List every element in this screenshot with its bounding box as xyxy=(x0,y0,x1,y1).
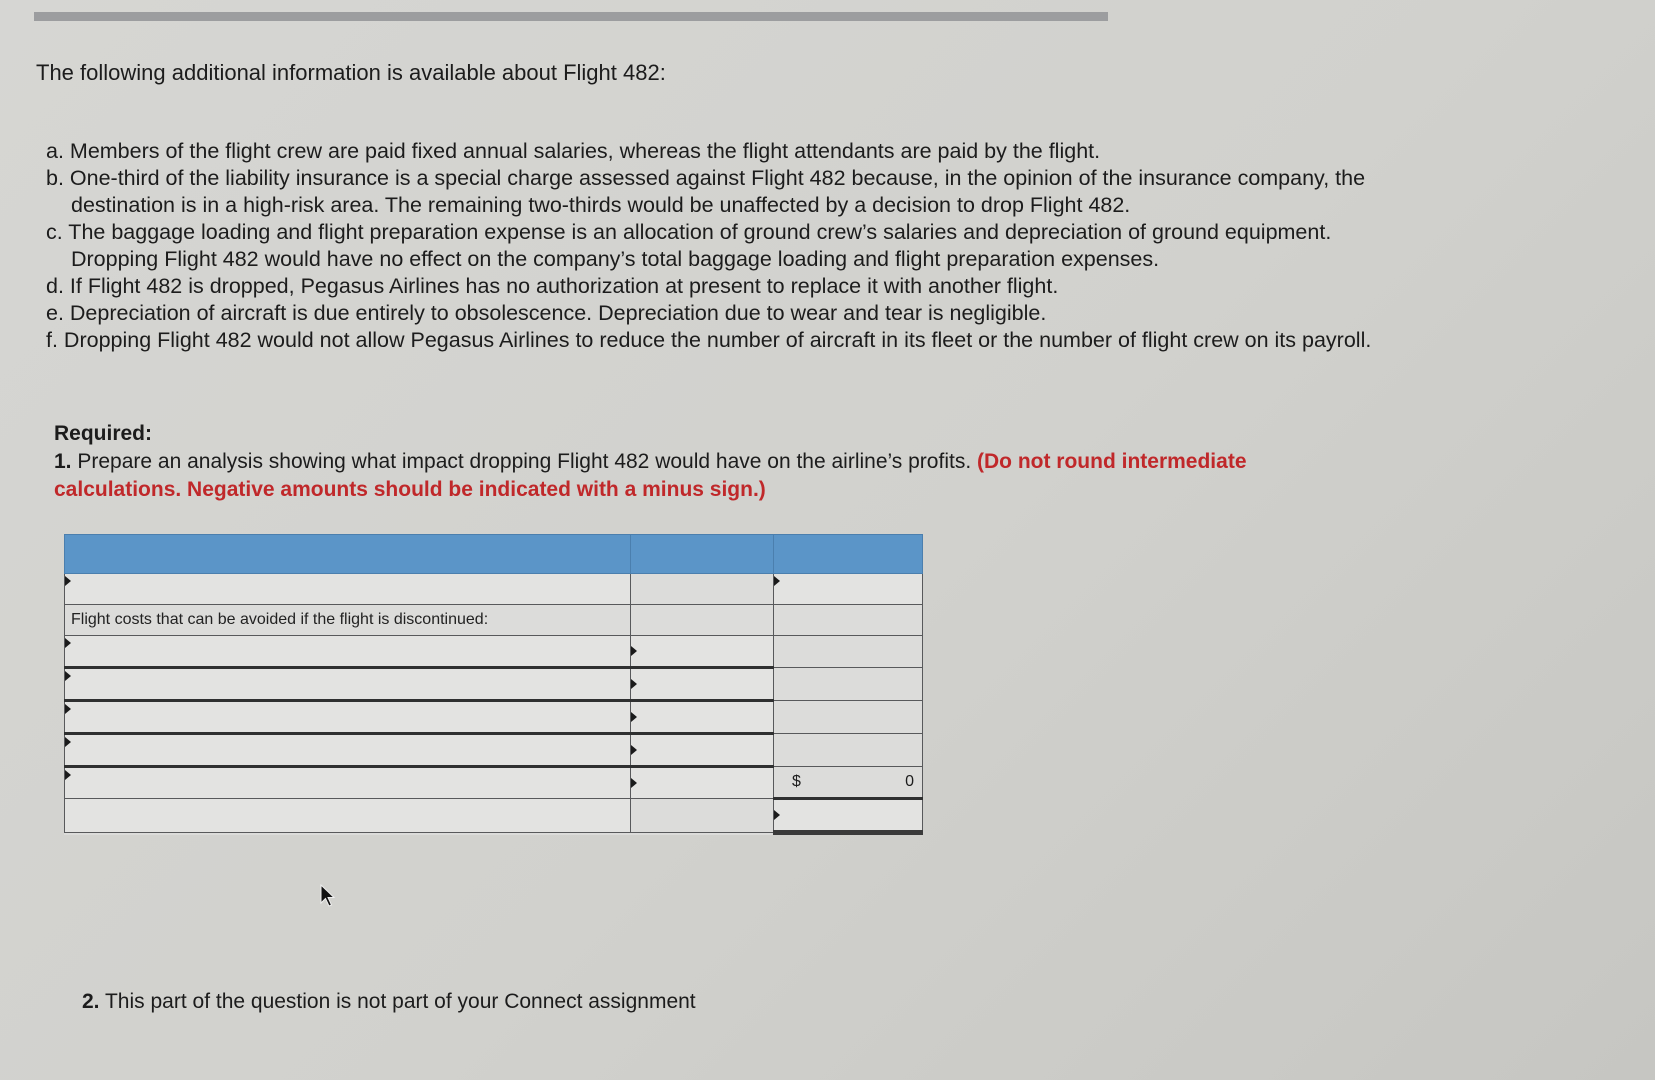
required-section xyxy=(54,420,1247,504)
cost-2-amount-input[interactable] xyxy=(631,668,774,701)
info-item-e: e. Depreciation of aircraft is due entirely to obsolescence. Depreciation due to wear and tear is negligible. xyxy=(46,301,1047,325)
avoidable-costs-total xyxy=(774,767,923,799)
cost-4-total-cell xyxy=(774,734,923,767)
row-1-amount-cell xyxy=(631,574,774,605)
question-1-note-part2: calculations. Negative amounts should be indicated with a minus sign.) xyxy=(54,478,766,501)
table-header-row xyxy=(65,535,923,574)
additional-info-list xyxy=(46,138,1451,354)
row-2-total-cell xyxy=(774,605,923,636)
total-currency-symbol: $ xyxy=(792,773,801,790)
top-divider xyxy=(34,12,1108,21)
cost-3-total-cell xyxy=(774,701,923,734)
cost-2-description-input[interactable] xyxy=(65,668,631,701)
input-marker-icon xyxy=(631,745,637,755)
analysis-table xyxy=(64,534,923,835)
table-row xyxy=(65,605,923,636)
header-cell-description xyxy=(65,535,631,574)
cost-1-amount-input[interactable] xyxy=(631,636,774,668)
total-amount-value: 0 xyxy=(905,773,914,790)
question-1-note-part1: (Do not round intermediate xyxy=(977,450,1247,473)
result-amount-cell xyxy=(631,799,774,833)
row-1-total-input[interactable] xyxy=(774,574,923,605)
input-marker-icon xyxy=(631,646,637,656)
table-row xyxy=(65,767,923,799)
input-marker-icon xyxy=(774,810,780,820)
info-item-a: a. Members of the flight crew are paid fixed annual salaries, whereas the flight attendants are paid by the flight. xyxy=(46,139,1101,163)
input-marker-icon xyxy=(631,679,637,689)
cost-2-total-cell xyxy=(774,668,923,701)
question-2 xyxy=(82,990,696,1014)
input-marker-icon xyxy=(774,576,780,586)
intro-text: The following additional information is available about Flight 482: xyxy=(36,60,666,85)
info-item-d: d. If Flight 482 is dropped, Pegasus Airlines has no authorization at present to replace it with another flight. xyxy=(46,274,1059,298)
info-item-b: b. One-third of the liability insurance is a special charge assessed against Flight 482 because, in the opinion of the insurance company, the destination is in a high-risk area. The remaining two-thirds would be unaffected by a decision to drop Flight 482. xyxy=(46,166,1366,217)
question-1 xyxy=(54,448,1247,476)
cost-4-amount-input[interactable] xyxy=(631,734,774,767)
input-marker-icon xyxy=(631,778,637,788)
table-row xyxy=(65,799,923,833)
question-2-text: This part of the question is not part of your Connect assignment xyxy=(104,990,696,1013)
table-row xyxy=(65,734,923,767)
table-row xyxy=(65,668,923,701)
input-marker-icon xyxy=(65,737,71,747)
cost-3-amount-input[interactable] xyxy=(631,701,774,734)
required-heading: Required: xyxy=(54,422,153,445)
mouse-cursor-icon xyxy=(320,884,336,908)
row-2-amount-cell xyxy=(631,605,774,636)
input-marker-icon xyxy=(65,704,71,714)
table-row xyxy=(65,574,923,605)
cost-4-description-input[interactable] xyxy=(65,734,631,767)
question-2-number: 2. xyxy=(82,990,100,1013)
table-row xyxy=(65,636,923,668)
row-1-description-input[interactable] xyxy=(65,574,631,605)
cost-5-description-input[interactable] xyxy=(65,767,631,799)
question-1-number: 1. xyxy=(54,450,72,473)
info-item-f: f. Dropping Flight 482 would not allow Pegasus Airlines to reduce the number of aircraft in its fleet or the number of flight crew on its payroll. xyxy=(46,328,1372,352)
info-item-c: c. The baggage loading and flight preparation expense is an allocation of ground crew’s salaries and depreciation of ground equipment. Dropping Flight 482 would have no effect on the company’s total baggage loading and flight preparation expenses. xyxy=(46,220,1332,271)
cost-3-description-input[interactable] xyxy=(65,701,631,734)
input-marker-icon xyxy=(65,576,71,586)
cost-1-description-input[interactable] xyxy=(65,636,631,668)
question-1-text: Prepare an analysis showing what impact dropping Flight 482 would have on the airline’s profits. xyxy=(77,450,972,473)
input-marker-icon xyxy=(65,770,71,780)
input-marker-icon xyxy=(65,671,71,681)
result-total-input[interactable] xyxy=(774,799,923,833)
avoidable-costs-label: Flight costs that can be avoided if the flight is discontinued: xyxy=(65,605,631,636)
input-marker-icon xyxy=(65,638,71,648)
input-marker-icon xyxy=(631,712,637,722)
table-row xyxy=(65,701,923,734)
cost-5-amount-input[interactable] xyxy=(631,767,774,799)
cost-1-total-cell xyxy=(774,636,923,668)
header-cell-amount xyxy=(631,535,774,574)
header-cell-total xyxy=(774,535,923,574)
result-description-input[interactable] xyxy=(65,799,631,833)
